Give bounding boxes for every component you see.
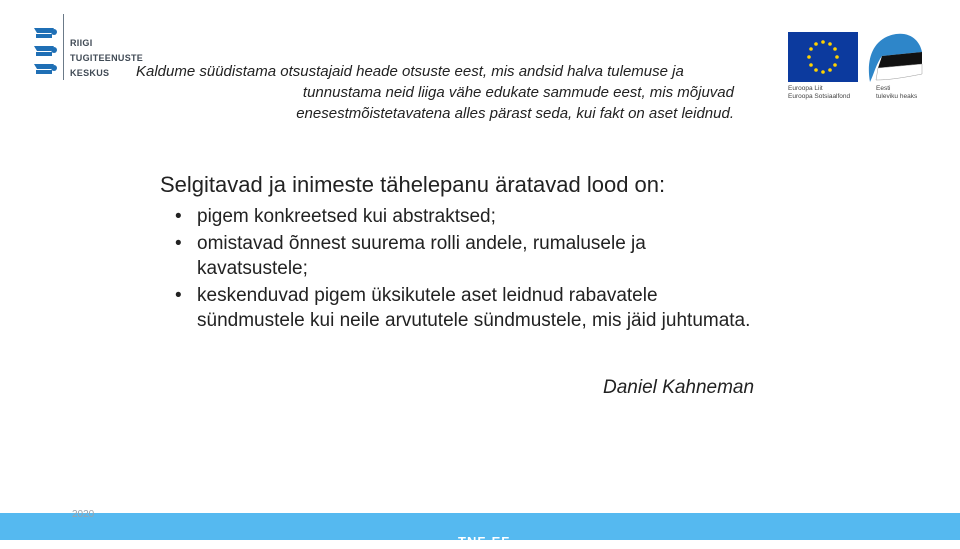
quote-line-2: tunnustama neid liiga vähe edukate sammude eest, mis mõjuvad <box>302 84 734 101</box>
estonia-caption-line2: tuleviku heaks <box>876 92 918 100</box>
estonia-logo <box>862 30 926 104</box>
main-heading: Selgitavad ja inimeste tähelepanu äratavad lood on: <box>160 172 666 197</box>
bullet-icon: • <box>175 284 182 306</box>
footer-text: TNF-EF <box>458 534 511 549</box>
estonia-caption-line1: Eesti <box>876 85 891 92</box>
eu-logo <box>788 32 860 104</box>
quote-author: Daniel Kahneman <box>603 377 755 398</box>
list-item <box>175 283 755 334</box>
rtk-logo-line1: RIIGI TUGITEENUSTE <box>70 38 144 63</box>
bullet-text: keskenduvad pigem üksikutele aset leidnud rabavatele sündmustele kui neile arvututele sündmustele, mis jäid juhtumata. <box>197 284 751 331</box>
list-item <box>175 231 755 282</box>
list-item <box>175 204 755 230</box>
bullet-icon: • <box>175 232 182 254</box>
swallow-flag-icon <box>862 30 926 86</box>
footer-year: 2020 <box>72 509 95 520</box>
bullet-icon: • <box>175 206 182 227</box>
bullet-text: omistavad õnnest suurema rolli andele, rumalusele ja kavatsustele; <box>197 232 646 279</box>
bullet-text: pigem konkreetsed kui abstraktsed; <box>197 206 496 227</box>
eu-caption-line2: Euroopa Sotsiaalfond <box>788 92 851 100</box>
estonia-caption <box>876 85 936 100</box>
eu-caption-line1: Euroopa Liit <box>788 85 823 92</box>
header-quote <box>120 61 734 124</box>
quote-line-1: Kaldume süüdistama otsustajaid heade otsuste eest, mis andsid halva tulemuse ja <box>136 63 684 80</box>
bullet-list <box>175 204 755 335</box>
logo-divider <box>63 14 64 80</box>
rtk-logo-line2: KESKUS <box>70 68 110 78</box>
lions-crest-icon <box>32 24 60 84</box>
quote-line-3: enesestmõistetavatena alles pärast seda, kui fakt on aset leidnud. <box>296 105 734 122</box>
eu-flag-icon <box>788 32 858 82</box>
eu-caption <box>788 85 866 100</box>
